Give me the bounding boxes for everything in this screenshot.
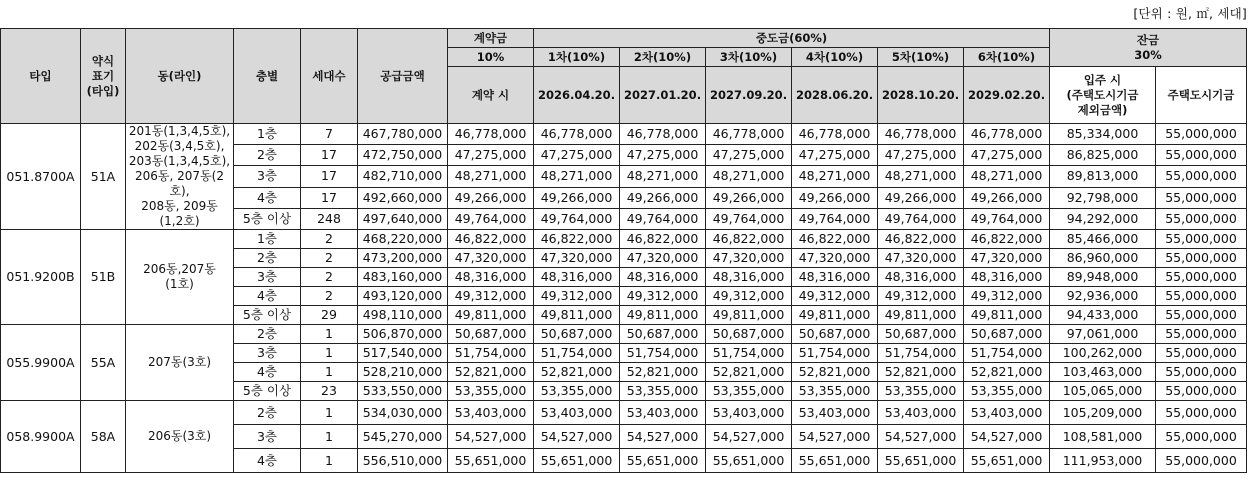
installment-1-cell: 55,651,000 <box>534 449 620 473</box>
supply-price-cell: 482,710,000 <box>358 166 448 187</box>
installment-3-cell: 47,320,000 <box>706 249 792 268</box>
installment-2-cell: 49,764,000 <box>620 208 706 229</box>
fund-cell: 55,000,000 <box>1156 401 1247 425</box>
balance-cell: 92,798,000 <box>1050 187 1156 208</box>
units-cell: 29 <box>301 306 358 325</box>
unit-label: [단위 : 원, ㎡, 세대] <box>1133 6 1247 21</box>
installment-3-cell: 48,316,000 <box>706 268 792 287</box>
floor-cell: 5층 이상 <box>234 382 301 401</box>
balance-cell: 85,334,000 <box>1050 124 1156 145</box>
balance-cell: 108,581,000 <box>1050 425 1156 449</box>
header-installment-2: 2차(10%) <box>620 48 706 67</box>
installment-1-cell: 49,811,000 <box>534 306 620 325</box>
installment-1-cell: 52,821,000 <box>534 363 620 382</box>
balance-cell: 100,262,000 <box>1050 344 1156 363</box>
floor-cell: 1층 <box>234 124 301 145</box>
balance-cell: 89,948,000 <box>1050 268 1156 287</box>
supply-price-cell: 534,030,000 <box>358 401 448 425</box>
header-installment-5: 5차(10%) <box>878 48 964 67</box>
fund-cell: 55,000,000 <box>1156 145 1247 166</box>
fund-cell: 55,000,000 <box>1156 166 1247 187</box>
installment-6-cell: 49,312,000 <box>964 287 1050 306</box>
price-table <box>0 28 1247 473</box>
balance-cell: 94,292,000 <box>1050 208 1156 229</box>
installment-1-cell: 54,527,000 <box>534 425 620 449</box>
type-cell: 051.9200B <box>1 230 81 325</box>
header-deposit: 계약금 <box>448 29 534 48</box>
abbr-cell: 55A <box>81 325 126 401</box>
supply-price-cell: 467,780,000 <box>358 124 448 145</box>
installment-3-cell: 49,764,000 <box>706 208 792 229</box>
balance-cell: 103,463,000 <box>1050 363 1156 382</box>
deposit-cell: 53,355,000 <box>448 382 534 401</box>
installment-5-cell: 48,271,000 <box>878 166 964 187</box>
installment-3-cell: 47,275,000 <box>706 145 792 166</box>
units-cell: 7 <box>301 124 358 145</box>
units-cell: 1 <box>301 363 358 382</box>
header-date-3: 2027.09.20. <box>706 67 792 124</box>
supply-price-cell: 497,640,000 <box>358 208 448 229</box>
header-deposit-pct: 10% <box>448 48 534 67</box>
installment-2-cell: 49,312,000 <box>620 287 706 306</box>
installment-3-cell: 50,687,000 <box>706 325 792 344</box>
balance-cell: 94,433,000 <box>1050 306 1156 325</box>
installment-1-cell: 48,316,000 <box>534 268 620 287</box>
supply-price-cell: 468,220,000 <box>358 230 448 249</box>
units-cell: 2 <box>301 287 358 306</box>
abbr-cell: 58A <box>81 401 126 473</box>
installment-4-cell: 49,764,000 <box>792 208 878 229</box>
installment-1-cell: 49,266,000 <box>534 187 620 208</box>
header-installment-1: 1차(10%) <box>534 48 620 67</box>
supply-price-cell: 517,540,000 <box>358 344 448 363</box>
table-row <box>1 401 1247 425</box>
supply-price-cell: 528,210,000 <box>358 363 448 382</box>
header-installment-3: 3차(10%) <box>706 48 792 67</box>
balance-cell: 97,061,000 <box>1050 325 1156 344</box>
deposit-cell: 48,316,000 <box>448 268 534 287</box>
installment-5-cell: 53,355,000 <box>878 382 964 401</box>
installment-6-cell: 48,271,000 <box>964 166 1050 187</box>
header-balance-fund: 주택도시기금 <box>1156 67 1247 124</box>
header-balance-move-in: 입주 시 (주택도시기금 제외금액) <box>1050 67 1156 124</box>
supply-price-cell: 556,510,000 <box>358 449 448 473</box>
units-cell: 1 <box>301 425 358 449</box>
installment-4-cell: 49,312,000 <box>792 287 878 306</box>
supply-price-cell: 498,110,000 <box>358 306 448 325</box>
deposit-cell: 50,687,000 <box>448 325 534 344</box>
deposit-cell: 48,271,000 <box>448 166 534 187</box>
header-dong: 동(라인) <box>126 29 234 124</box>
installment-6-cell: 46,822,000 <box>964 230 1050 249</box>
installment-6-cell: 46,778,000 <box>964 124 1050 145</box>
installment-6-cell: 49,266,000 <box>964 187 1050 208</box>
installment-5-cell: 53,403,000 <box>878 401 964 425</box>
installment-5-cell: 50,687,000 <box>878 325 964 344</box>
abbr-cell: 51B <box>81 230 126 325</box>
deposit-cell: 55,651,000 <box>448 449 534 473</box>
units-cell: 1 <box>301 344 358 363</box>
fund-cell: 55,000,000 <box>1156 325 1247 344</box>
deposit-cell: 49,764,000 <box>448 208 534 229</box>
installment-4-cell: 49,266,000 <box>792 187 878 208</box>
installment-4-cell: 48,271,000 <box>792 166 878 187</box>
floor-cell: 3층 <box>234 344 301 363</box>
installment-6-cell: 52,821,000 <box>964 363 1050 382</box>
installment-2-cell: 54,527,000 <box>620 425 706 449</box>
installment-4-cell: 55,651,000 <box>792 449 878 473</box>
deposit-cell: 51,754,000 <box>448 344 534 363</box>
units-cell: 1 <box>301 401 358 425</box>
installment-5-cell: 51,754,000 <box>878 344 964 363</box>
installment-1-cell: 46,778,000 <box>534 124 620 145</box>
installment-5-cell: 49,811,000 <box>878 306 964 325</box>
installment-3-cell: 51,754,000 <box>706 344 792 363</box>
installment-6-cell: 47,320,000 <box>964 249 1050 268</box>
supply-price-cell: 492,660,000 <box>358 187 448 208</box>
installment-5-cell: 49,266,000 <box>878 187 964 208</box>
balance-cell: 105,209,000 <box>1050 401 1156 425</box>
installment-2-cell: 52,821,000 <box>620 363 706 382</box>
installment-6-cell: 48,316,000 <box>964 268 1050 287</box>
deposit-cell: 46,778,000 <box>448 124 534 145</box>
header-abbr: 약식 표기 (타입) <box>81 29 126 124</box>
units-cell: 248 <box>301 208 358 229</box>
fund-cell: 55,000,000 <box>1156 425 1247 449</box>
installment-5-cell: 52,821,000 <box>878 363 964 382</box>
fund-cell: 55,000,000 <box>1156 249 1247 268</box>
header-households: 세대수 <box>301 29 358 124</box>
installment-3-cell: 46,822,000 <box>706 230 792 249</box>
installment-4-cell: 47,320,000 <box>792 249 878 268</box>
deposit-cell: 49,312,000 <box>448 287 534 306</box>
floor-cell: 3층 <box>234 425 301 449</box>
installment-5-cell: 49,312,000 <box>878 287 964 306</box>
installment-2-cell: 55,651,000 <box>620 449 706 473</box>
deposit-cell: 53,403,000 <box>448 401 534 425</box>
installment-1-cell: 49,764,000 <box>534 208 620 229</box>
installment-3-cell: 53,403,000 <box>706 401 792 425</box>
fund-cell: 55,000,000 <box>1156 187 1247 208</box>
installment-1-cell: 46,822,000 <box>534 230 620 249</box>
units-cell: 17 <box>301 145 358 166</box>
installment-2-cell: 53,403,000 <box>620 401 706 425</box>
installment-1-cell: 51,754,000 <box>534 344 620 363</box>
installment-1-cell: 47,275,000 <box>534 145 620 166</box>
table-row <box>1 230 1247 249</box>
units-cell: 17 <box>301 166 358 187</box>
installment-4-cell: 49,811,000 <box>792 306 878 325</box>
installment-3-cell: 49,811,000 <box>706 306 792 325</box>
supply-price-cell: 473,200,000 <box>358 249 448 268</box>
header-installment-4: 4차(10%) <box>792 48 878 67</box>
units-cell: 1 <box>301 449 358 473</box>
supply-price-cell: 472,750,000 <box>358 145 448 166</box>
type-cell: 051.8700A <box>1 124 81 230</box>
fund-cell: 55,000,000 <box>1156 449 1247 473</box>
installment-2-cell: 46,822,000 <box>620 230 706 249</box>
installment-4-cell: 51,754,000 <box>792 344 878 363</box>
installment-1-cell: 53,403,000 <box>534 401 620 425</box>
supply-price-cell: 545,270,000 <box>358 425 448 449</box>
deposit-cell: 54,527,000 <box>448 425 534 449</box>
units-cell: 2 <box>301 268 358 287</box>
fund-cell: 55,000,000 <box>1156 382 1247 401</box>
floor-cell: 4층 <box>234 287 301 306</box>
abbr-cell: 51A <box>81 124 126 230</box>
installment-5-cell: 47,275,000 <box>878 145 964 166</box>
installment-2-cell: 51,754,000 <box>620 344 706 363</box>
header-date-4: 2028.06.20. <box>792 67 878 124</box>
header-deposit-when: 계약 시 <box>448 67 534 124</box>
installment-3-cell: 53,355,000 <box>706 382 792 401</box>
fund-cell: 55,000,000 <box>1156 124 1247 145</box>
units-cell: 1 <box>301 325 358 344</box>
deposit-cell: 52,821,000 <box>448 363 534 382</box>
installment-2-cell: 50,687,000 <box>620 325 706 344</box>
installment-4-cell: 46,778,000 <box>792 124 878 145</box>
installment-3-cell: 54,527,000 <box>706 425 792 449</box>
supply-price-cell: 533,550,000 <box>358 382 448 401</box>
installment-4-cell: 47,275,000 <box>792 145 878 166</box>
installment-1-cell: 47,320,000 <box>534 249 620 268</box>
floor-cell: 4층 <box>234 363 301 382</box>
balance-cell: 111,953,000 <box>1050 449 1156 473</box>
dong-cell: 207동(3호) <box>126 325 234 401</box>
installment-6-cell: 54,527,000 <box>964 425 1050 449</box>
installment-4-cell: 52,821,000 <box>792 363 878 382</box>
installment-6-cell: 55,651,000 <box>964 449 1050 473</box>
installment-2-cell: 46,778,000 <box>620 124 706 145</box>
installment-4-cell: 53,355,000 <box>792 382 878 401</box>
header-floor: 층별 <box>234 29 301 124</box>
installment-4-cell: 50,687,000 <box>792 325 878 344</box>
installment-5-cell: 49,764,000 <box>878 208 964 229</box>
price-table-body <box>1 124 1247 473</box>
balance-cell: 86,960,000 <box>1050 249 1156 268</box>
installment-2-cell: 49,266,000 <box>620 187 706 208</box>
installment-6-cell: 50,687,000 <box>964 325 1050 344</box>
floor-cell: 2층 <box>234 145 301 166</box>
balance-cell: 85,466,000 <box>1050 230 1156 249</box>
installment-5-cell: 46,822,000 <box>878 230 964 249</box>
floor-cell: 1층 <box>234 230 301 249</box>
installment-3-cell: 46,778,000 <box>706 124 792 145</box>
header-date-5: 2028.10.20. <box>878 67 964 124</box>
deposit-cell: 49,811,000 <box>448 306 534 325</box>
supply-price-cell: 493,120,000 <box>358 287 448 306</box>
installment-3-cell: 52,821,000 <box>706 363 792 382</box>
installment-2-cell: 48,316,000 <box>620 268 706 287</box>
installment-6-cell: 47,275,000 <box>964 145 1050 166</box>
deposit-cell: 46,822,000 <box>448 230 534 249</box>
fund-cell: 55,000,000 <box>1156 287 1247 306</box>
floor-cell: 2층 <box>234 325 301 344</box>
floor-cell: 2층 <box>234 249 301 268</box>
header-date-6: 2029.02.20. <box>964 67 1050 124</box>
installment-1-cell: 53,355,000 <box>534 382 620 401</box>
installment-3-cell: 48,271,000 <box>706 166 792 187</box>
installment-4-cell: 53,403,000 <box>792 401 878 425</box>
dong-cell: 206동,207동 (1호) <box>126 230 234 325</box>
installment-2-cell: 48,271,000 <box>620 166 706 187</box>
floor-cell: 2층 <box>234 401 301 425</box>
balance-cell: 105,065,000 <box>1050 382 1156 401</box>
fund-cell: 55,000,000 <box>1156 208 1247 229</box>
installment-6-cell: 53,403,000 <box>964 401 1050 425</box>
installment-3-cell: 55,651,000 <box>706 449 792 473</box>
balance-cell: 92,936,000 <box>1050 287 1156 306</box>
floor-cell: 5층 이상 <box>234 306 301 325</box>
installment-3-cell: 49,312,000 <box>706 287 792 306</box>
units-cell: 2 <box>301 249 358 268</box>
type-cell: 058.9900A <box>1 401 81 473</box>
units-cell: 17 <box>301 187 358 208</box>
balance-cell: 86,825,000 <box>1050 145 1156 166</box>
installment-2-cell: 47,275,000 <box>620 145 706 166</box>
installment-5-cell: 46,778,000 <box>878 124 964 145</box>
installment-6-cell: 51,754,000 <box>964 344 1050 363</box>
supply-price-cell: 506,870,000 <box>358 325 448 344</box>
installment-1-cell: 48,271,000 <box>534 166 620 187</box>
installment-5-cell: 54,527,000 <box>878 425 964 449</box>
header-installment-6: 6차(10%) <box>964 48 1050 67</box>
floor-cell: 3층 <box>234 166 301 187</box>
deposit-cell: 47,275,000 <box>448 145 534 166</box>
fund-cell: 55,000,000 <box>1156 306 1247 325</box>
dong-cell: 206동(3호) <box>126 401 234 473</box>
deposit-cell: 47,320,000 <box>448 249 534 268</box>
header-type: 타입 <box>1 29 81 124</box>
floor-cell: 4층 <box>234 449 301 473</box>
type-cell: 055.9900A <box>1 325 81 401</box>
installment-5-cell: 55,651,000 <box>878 449 964 473</box>
header-supply-price: 공급금액 <box>358 29 448 124</box>
fund-cell: 55,000,000 <box>1156 230 1247 249</box>
installment-1-cell: 49,312,000 <box>534 287 620 306</box>
installment-4-cell: 46,822,000 <box>792 230 878 249</box>
header-date-2: 2027.01.20. <box>620 67 706 124</box>
fund-cell: 55,000,000 <box>1156 363 1247 382</box>
installment-2-cell: 49,811,000 <box>620 306 706 325</box>
installment-4-cell: 48,316,000 <box>792 268 878 287</box>
fund-cell: 55,000,000 <box>1156 344 1247 363</box>
installment-5-cell: 47,320,000 <box>878 249 964 268</box>
installment-4-cell: 54,527,000 <box>792 425 878 449</box>
installment-6-cell: 53,355,000 <box>964 382 1050 401</box>
header-date-1: 2026.04.20. <box>534 67 620 124</box>
dong-cell: 201동(1,3,4,5호), 202동(3,4,5호), 203동(1,3,4,5호), 206동, 207동(2호), 208동, 209동 (1,2호) <box>126 124 234 230</box>
floor-cell: 4층 <box>234 187 301 208</box>
table-row <box>1 325 1247 344</box>
header-middle-payment: 중도금(60%) <box>534 29 1050 48</box>
units-cell: 23 <box>301 382 358 401</box>
installment-2-cell: 53,355,000 <box>620 382 706 401</box>
installment-6-cell: 49,811,000 <box>964 306 1050 325</box>
floor-cell: 3층 <box>234 268 301 287</box>
header-balance: 잔금 30% <box>1050 29 1247 67</box>
units-cell: 2 <box>301 230 358 249</box>
deposit-cell: 49,266,000 <box>448 187 534 208</box>
fund-cell: 55,000,000 <box>1156 268 1247 287</box>
balance-cell: 89,813,000 <box>1050 166 1156 187</box>
installment-3-cell: 49,266,000 <box>706 187 792 208</box>
supply-price-cell: 483,160,000 <box>358 268 448 287</box>
installment-1-cell: 50,687,000 <box>534 325 620 344</box>
installment-2-cell: 47,320,000 <box>620 249 706 268</box>
installment-6-cell: 49,764,000 <box>964 208 1050 229</box>
installment-5-cell: 48,316,000 <box>878 268 964 287</box>
floor-cell: 5층 이상 <box>234 208 301 229</box>
table-row <box>1 124 1247 145</box>
